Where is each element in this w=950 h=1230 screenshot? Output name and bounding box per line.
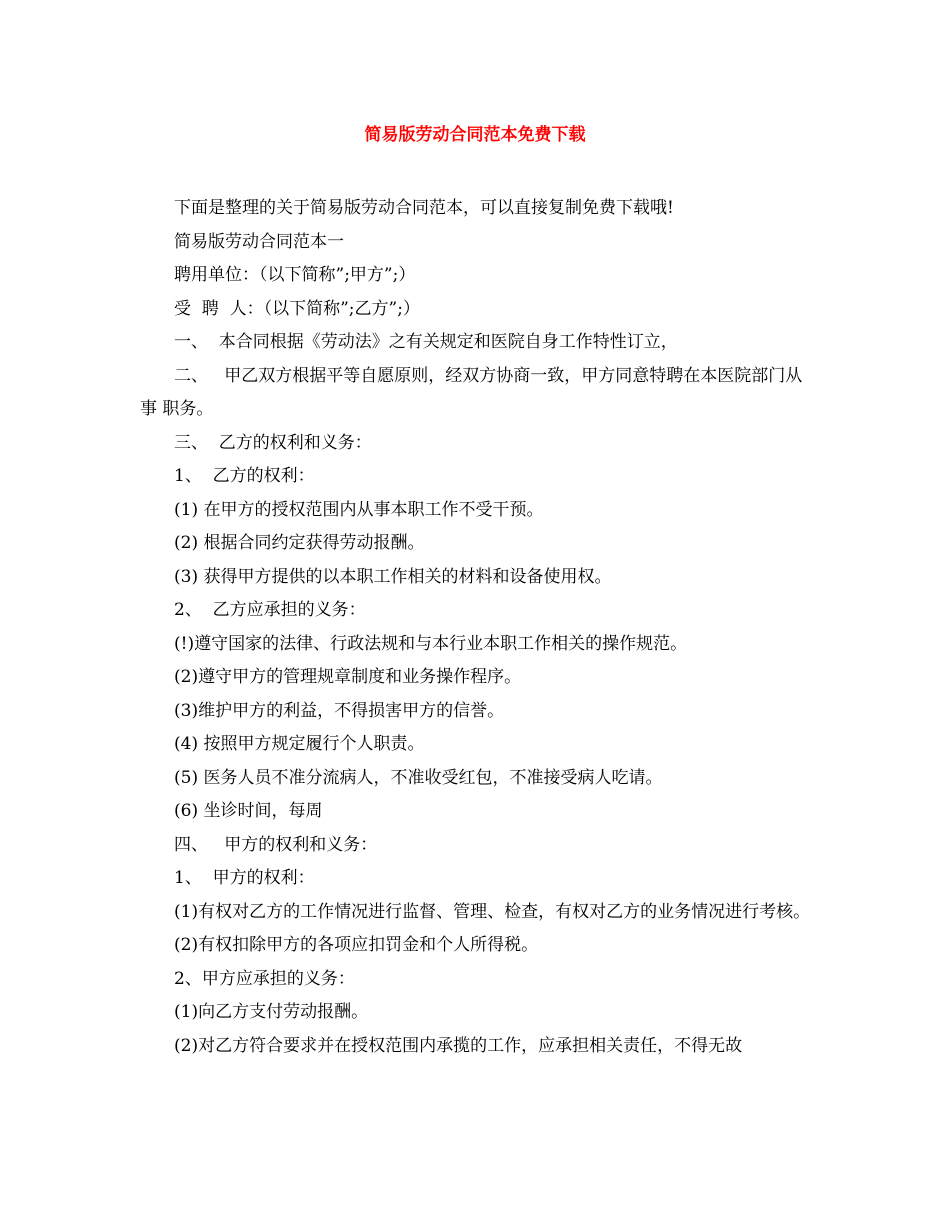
paragraph-clause-3-2-4: (4) 按照甲方规定履行个人职责。 xyxy=(174,734,425,754)
paragraph-clause-4: 四、 甲方的权利和义务： xyxy=(174,834,378,855)
paragraph-clause-4-2: 2、甲方应承担的义务： xyxy=(174,968,355,989)
paragraph-template-heading: 简易版劳动合同范本一 xyxy=(174,231,344,252)
paragraph-clause-4-1-1: (1)有权对乙方的工作情况进行监督、管理、检查，有权对乙方的业务情况进行考核。 xyxy=(174,901,811,922)
paragraph-clause-2: 二、 甲乙双方根据平等自愿原则，经双方协商一致，甲方同意特聘在本医院部门从事 职务。 xyxy=(140,365,803,419)
paragraph-clause-3-1: 1、 乙方的权利： xyxy=(174,466,315,486)
paragraph-clause-3-2-5: (5) 医务人员不准分流病人，不准收受红包，不准接受病人吃请。 xyxy=(174,767,663,788)
paragraph-clause-4-1: 1、 甲方的权利： xyxy=(174,868,315,888)
paragraph-clause-3-1-3: (3) 获得甲方提供的以本职工作相关的材料和设备使用权。 xyxy=(174,566,612,587)
paragraph-intro: 下面是整理的关于简易版劳动合同范本，可以直接复制免费下载哦! xyxy=(174,198,674,218)
document-body xyxy=(140,192,812,1063)
paragraph-clause-3-2-1: (!)遵守国家的法律、行政法规和与本行业本职工作相关的操作规范。 xyxy=(174,633,688,654)
paragraph-clause-3-2-6: (6) 坐诊时间，每周 xyxy=(174,801,323,821)
paragraph-clause-3-2-2: (2)遵守甲方的管理规章制度和业务操作程序。 xyxy=(174,667,522,687)
paragraph-clause-3-2: 2、 乙方应承担的义务： xyxy=(174,600,366,620)
paragraph-clause-3: 三、 乙方的权利和义务： xyxy=(174,432,372,453)
document-title: 简易版劳动合同范本免费下载 xyxy=(364,125,586,145)
paragraph-clause-3-2-3: (3)维护甲方的利益，不得损害甲方的信誉。 xyxy=(174,700,505,721)
paragraph-clause-4-2-1: (1)向乙方支付劳动报酬。 xyxy=(174,1002,369,1022)
paragraph-clause-3-1-1: (1) 在甲方的授权范围内从事本职工作不受干预。 xyxy=(174,499,544,520)
paragraph-clause-1: 一、 本合同根据《劳动法》之有关规定和医院自身工作特性订立， xyxy=(174,332,678,352)
paragraph-clause-3-1-2: (2) 根据合同约定获得劳动报酬。 xyxy=(174,533,425,553)
paragraph-employee: 受 聘 人：（以下简称”;乙方”;） xyxy=(174,298,420,319)
paragraph-clause-4-2-2: (2)对乙方符合要求并在授权范围内承揽的工作，应承担相关责任，不得无故 xyxy=(174,1035,743,1056)
paragraph-clause-4-1-2: (2)有权扣除甲方的各项应扣罚金和个人所得税。 xyxy=(174,935,539,955)
paragraph-employer: 聘用单位：（以下简称”;甲方”;） xyxy=(174,265,416,285)
